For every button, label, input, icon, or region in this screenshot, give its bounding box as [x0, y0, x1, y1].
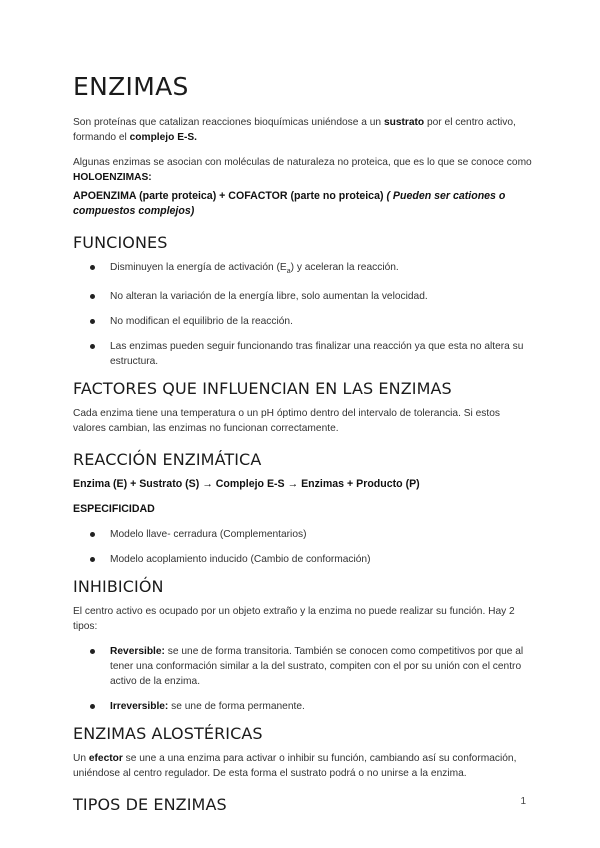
- inhibicion-list: [73, 644, 533, 714]
- intro-paragraph-2: [73, 155, 533, 185]
- heading-factores: FACTORES QUE INFLUENCIAN EN LAS ENZIMAS: [73, 379, 452, 399]
- page-title: ENZIMAS: [73, 72, 189, 101]
- intro-text: por el centro activo, formando el: [73, 117, 516, 143]
- list-item: Modelo acoplamiento inducido (Cambio de conformación): [73, 552, 533, 567]
- factores-text: Cada enzima tiene una temperatura o un pH óptimo dentro del intervalo de tolerancia. Si estos valores cambian, las enzimas no funcionan correctamente.: [73, 408, 500, 435]
- apoenzima-formula: [73, 189, 533, 219]
- term-complejo: complejo E-S.: [129, 132, 198, 143]
- heading-inhibicion: INHIBICIÓN: [73, 577, 164, 597]
- alostericas-text: Un efector se une a una enzima para activar o inhibir su función, cambiando así su conformación, uniéndose al centro regulador. De esta forma el sustrato podrá o no unirse a la enzima.: [73, 753, 517, 780]
- list-item: Disminuyen la energía de activación $(E_a)$ y aceleran la reacción.: [73, 260, 533, 279]
- reaction-formula: Enzima (E) + Sustrato (S) → Complejo E-S → Enzimas + Producto (P): [73, 478, 420, 491]
- list-item: Reversible: se une de forma transitoria. También se conocen como competitivos por que al tener una conformación similar a la del sustrato, compiten con el por su unión con el centro activo de la enzima.: [73, 644, 533, 689]
- heading-funciones: FUNCIONES: [73, 233, 168, 252]
- term-holoenzimas: HOLOENZIMAS:: [73, 172, 152, 183]
- apoenzima-text: APOENZIMA (parte proteica) + COFACTOR (parte no proteica): [73, 190, 384, 202]
- term-sustrato: sustrato: [383, 117, 425, 128]
- list-item: No modifican el equilibrio de la reacción.: [73, 314, 533, 329]
- heading-reaccion: REACCIÓN ENZIMÁTICA: [73, 450, 262, 470]
- especificidad-list: [73, 527, 533, 567]
- intro-text: Son proteínas que catalizan reacciones bioquímicas uniéndose a un: [73, 117, 384, 128]
- page-number: 1: [520, 796, 526, 807]
- heading-tipos: TIPOS DE ENZIMAS: [73, 795, 227, 815]
- page-content: [73, 72, 533, 822]
- funciones-list: [73, 260, 533, 369]
- list-item: Irreversible: se une de forma permanente.: [73, 699, 533, 714]
- intro-paragraph-1: [73, 115, 533, 145]
- cofactor-note: ( Pueden ser cationes o compuestos complejos): [73, 190, 506, 217]
- intro-text: Algunas enzimas se asocian con moléculas de naturaleza no proteica, que es lo que se conoce como: [73, 157, 532, 168]
- list-item: Modelo llave- cerradura (Complementarios): [73, 527, 533, 542]
- inhibicion-text: El centro activo es ocupado por un objeto extraño y la enzima no puede realizar su función. Hay 2 tipos:: [73, 606, 515, 633]
- heading-especificidad: ESPECIFICIDAD: [73, 503, 155, 516]
- list-item: No alteran la variación de la energía libre, solo aumentan la velocidad.: [73, 289, 533, 304]
- list-item: Las enzimas pueden seguir funcionando tras finalizar una reacción ya que esta no altera su estructura.: [73, 339, 533, 369]
- term-efector: efector: [88, 753, 123, 765]
- heading-alostericas: ENZIMAS ALOSTÉRICAS: [73, 724, 263, 744]
